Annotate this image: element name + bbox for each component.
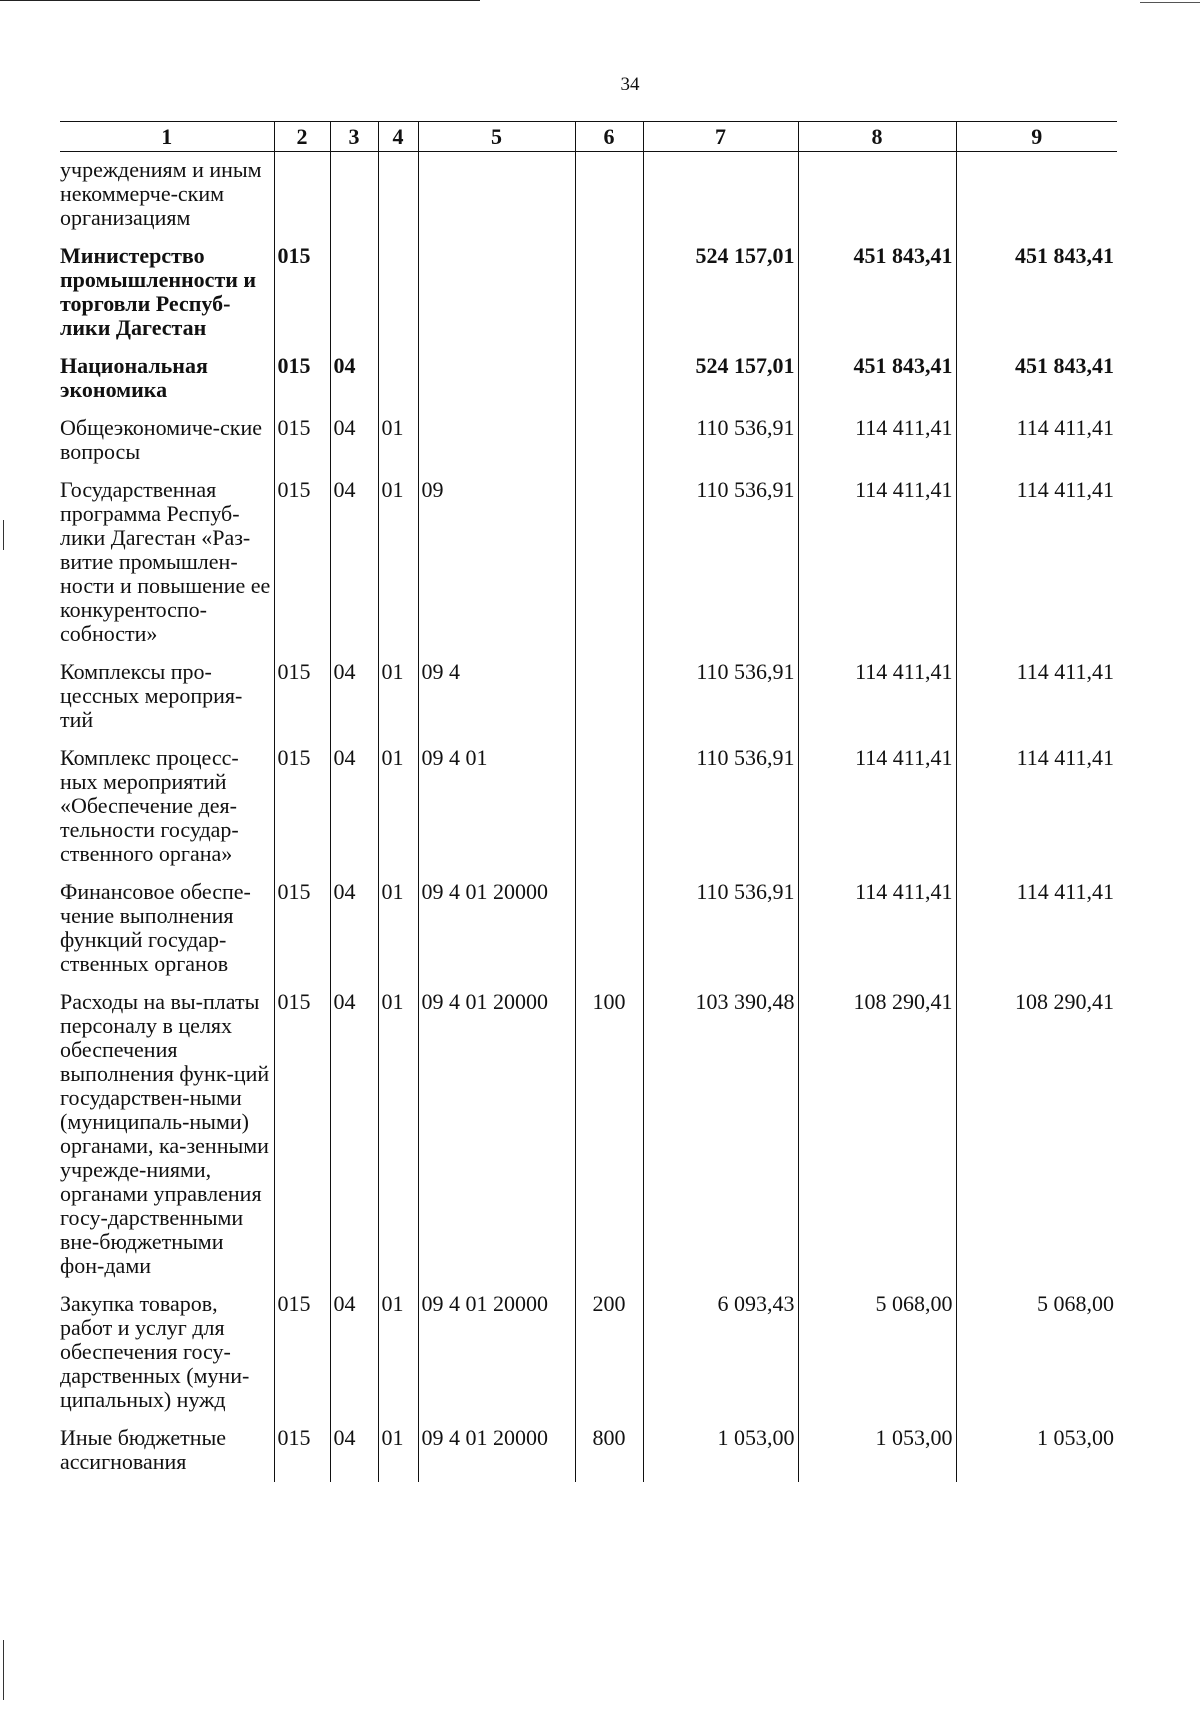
row-code-vr [575,472,643,654]
row-code-gr: 015 [274,348,330,410]
table-row [60,410,1117,472]
row-code-gr: 015 [274,410,330,472]
row-code-vr [575,874,643,984]
budget-table [60,121,1117,1482]
column-header-8: 8 [798,122,956,152]
row-value-7: 103 390,48 [643,984,798,1286]
row-code-csr: 09 4 01 20000 [418,984,575,1286]
row-value-7: 110 536,91 [643,472,798,654]
column-header-7: 7 [643,122,798,152]
row-code-rz: 04 [330,874,378,984]
row-code-pr: 01 [378,472,418,654]
table-body [60,152,1117,1483]
table-row [60,654,1117,740]
row-code-rz: 04 [330,410,378,472]
row-value-9: 114 411,41 [956,472,1117,654]
row-value-9: 451 843,41 [956,348,1117,410]
row-code-rz: 04 [330,472,378,654]
row-name: Иные бюджетные ассигнования [60,1425,227,1474]
row-name: Государственная программа Респуб-лики Дагестан «Раз-витие промышлен-ности и повышение ее конкурентоспо-собности» [60,477,271,646]
row-value-8: 108 290,41 [798,984,956,1286]
row-code-csr: 09 4 01 20000 [418,1420,575,1482]
row-code-rz: 04 [330,1420,378,1482]
table-row [60,984,1117,1286]
row-value-8: 114 411,41 [798,740,956,874]
row-code-rz [330,152,378,239]
row-code-pr [378,348,418,410]
row-code-pr: 01 [378,410,418,472]
row-code-vr [575,152,643,239]
column-header-1: 1 [60,122,274,152]
row-code-gr: 015 [274,874,330,984]
row-name: Закупка товаров, работ и услуг для обеспечения госу-дарственных (муни-ципальных) нужд [60,1291,250,1412]
row-value-9: 5 068,00 [956,1286,1117,1420]
row-name: Комплекс процесс-ных мероприятий «Обеспечение дея-тельности государ-ственного органа» [60,745,239,866]
row-value-9: 114 411,41 [956,410,1117,472]
row-code-pr: 01 [378,740,418,874]
row-code-csr: 09 [418,472,575,654]
row-value-9: 1 053,00 [956,1420,1117,1482]
row-value-8: 114 411,41 [798,874,956,984]
row-code-gr: 015 [274,1420,330,1482]
margin-mark [3,1640,4,1700]
column-header-9: 9 [956,122,1117,152]
row-name: Комплексы про-цессных мероприя-тий [60,659,243,732]
row-value-7: 110 536,91 [643,410,798,472]
row-name: учреждениям и иным некоммерче-ским организациям [60,157,262,230]
top-rule-right [1140,2,1200,3]
top-rule [0,0,480,1]
table-row [60,152,1117,239]
table-row [60,1286,1117,1420]
row-code-csr [418,410,575,472]
row-value-7: 110 536,91 [643,740,798,874]
row-code-vr: 100 [575,984,643,1286]
row-value-7: 524 157,01 [643,348,798,410]
row-code-rz: 04 [330,654,378,740]
row-value-7: 524 157,01 [643,238,798,348]
table-row [60,238,1117,348]
row-value-8: 114 411,41 [798,410,956,472]
header-row [60,122,1117,152]
row-code-pr: 01 [378,874,418,984]
row-code-pr: 01 [378,654,418,740]
row-name: Общеэкономиче-ские вопросы [60,415,262,464]
row-value-8: 451 843,41 [798,238,956,348]
row-code-gr: 015 [274,1286,330,1420]
row-code-rz: 04 [330,1286,378,1420]
row-value-8: 5 068,00 [798,1286,956,1420]
row-code-vr: 200 [575,1286,643,1420]
row-code-csr: 09 4 01 20000 [418,874,575,984]
page-number: 34 [620,74,640,95]
row-name: Финансовое обеспе-чение выполнения функций государ-ственных органов [60,879,251,976]
row-code-vr: 800 [575,1420,643,1482]
row-code-gr [274,152,330,239]
row-code-gr: 015 [274,472,330,654]
row-code-csr: 09 4 01 [418,740,575,874]
row-code-csr [418,348,575,410]
row-code-pr: 01 [378,1286,418,1420]
table-row [60,874,1117,984]
row-code-vr [575,410,643,472]
table-row [60,1420,1117,1482]
row-value-7: 1 053,00 [643,1420,798,1482]
row-code-pr: 01 [378,984,418,1286]
margin-mark [3,520,4,550]
row-value-8 [798,152,956,239]
row-code-vr [575,238,643,348]
column-header-2: 2 [274,122,330,152]
row-code-pr [378,238,418,348]
row-value-8: 1 053,00 [798,1420,956,1482]
column-header-5: 5 [418,122,575,152]
row-name: Национальная экономика [60,353,208,402]
row-code-csr [418,152,575,239]
row-code-csr [418,238,575,348]
row-code-gr: 015 [274,238,330,348]
row-value-9: 114 411,41 [956,654,1117,740]
row-code-csr: 09 4 01 20000 [418,1286,575,1420]
row-code-rz: 04 [330,348,378,410]
row-name: Расходы на вы-платы персоналу в целях обеспечения выполнения функ-ций государствен-ными (муниципаль-ными) органами, ка-зенными учрежде-ниями, органами управления госу-дарственными вне-бюджетными фон-дами [60,989,270,1278]
table-row [60,740,1117,874]
row-code-rz: 04 [330,740,378,874]
row-value-9: 114 411,41 [956,740,1117,874]
row-code-gr: 015 [274,984,330,1286]
row-code-rz: 04 [330,984,378,1286]
row-value-9 [956,152,1117,239]
row-value-8: 114 411,41 [798,472,956,654]
row-code-vr [575,654,643,740]
column-header-4: 4 [378,122,418,152]
row-value-9: 451 843,41 [956,238,1117,348]
column-header-3: 3 [330,122,378,152]
row-code-vr [575,348,643,410]
row-value-8: 114 411,41 [798,654,956,740]
row-code-gr: 015 [274,654,330,740]
row-code-gr: 015 [274,740,330,874]
row-value-7: 110 536,91 [643,654,798,740]
table-row [60,348,1117,410]
row-code-rz [330,238,378,348]
row-value-7: 6 093,43 [643,1286,798,1420]
row-value-7: 110 536,91 [643,874,798,984]
row-value-7 [643,152,798,239]
row-code-csr: 09 4 [418,654,575,740]
row-name: Министерство промышленности и торговли Респуб-лики Дагестан [60,243,257,340]
row-value-9: 108 290,41 [956,984,1117,1286]
row-code-pr: 01 [378,1420,418,1482]
table-row [60,472,1117,654]
row-code-vr [575,740,643,874]
column-header-6: 6 [575,122,643,152]
row-code-pr [378,152,418,239]
row-value-8: 451 843,41 [798,348,956,410]
row-value-9: 114 411,41 [956,874,1117,984]
